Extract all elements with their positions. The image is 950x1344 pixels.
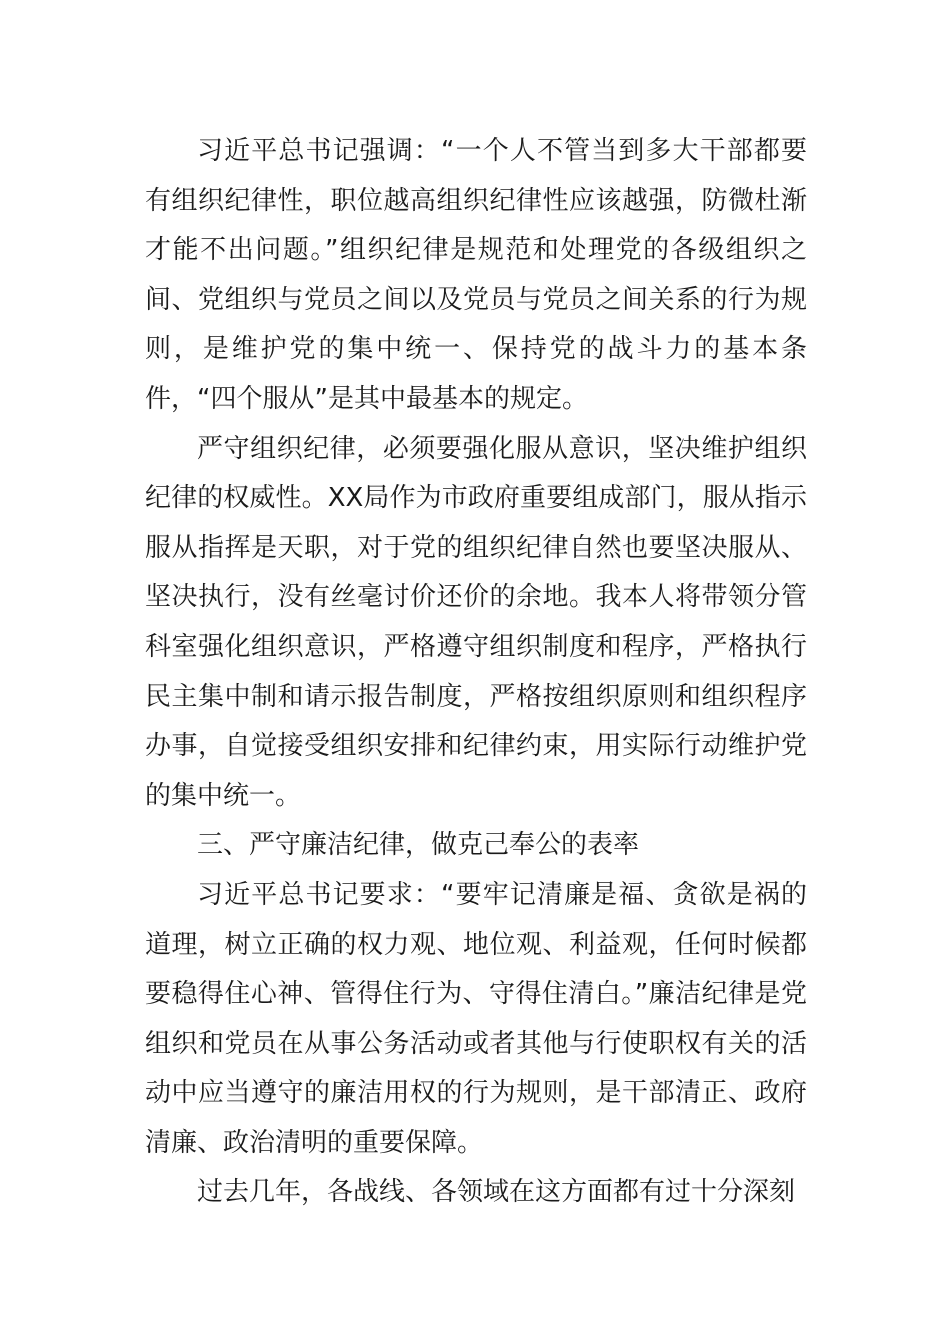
paragraph-past-years: 过去几年，各战线、各领域在这方面都有过十分深刻 [197, 1177, 796, 1208]
paragraph-integrity-discipline-quote: 习近平总书记要求：“要牢记清廉是福、贪欲是祸的道理，树立正确的权力观、地位观、利益观，任何时候都要稳得住心神、管得住行为、守得住清白。”廉洁纪律是党组织和党员在从事公务活动或者其他与行使职权有关的活动中应当遵守的廉洁用权的行为规则，是干部清正、政府清廉、政治清明的重要保障。 [145, 879, 807, 1158]
paragraph-obedience-awareness: 严守组织纪律，必须要强化服从意识，坚决维护组织纪律的权威性。XX局作为市政府重要组成部门，服从指示服从指挥是天职，对于党的组织纪律自然也要坚决服从、坚决执行，没有丝毫讨价还价的余地。我本人将带领分管科室强化组织意识，严格遵守组织制度和程序，严格执行民主集中制和请示报告制度，严格按组织原则和组织程序办事，自觉接受组织安排和纪律约束，用实际行动维护党的集中统一。 [145, 433, 807, 811]
paragraph-organization-discipline-quote: 习近平总书记强调：“一个人不管当到多大干部都要有组织纪律性，职位越高组织纪律性应该越强，防微杜渐才能不出问题。”组织纪律是规范和处理党的各级组织之间、党组织与党员之间以及党员与党员之间关系的行为规则，是维护党的集中统一、保持党的战斗力的基本条件，“四个服从”是其中最基本的规定。 [145, 136, 807, 414]
section-heading-integrity-discipline: 三、严守廉洁纪律，做克己奉公的表率 [197, 830, 640, 861]
document-body [145, 127, 807, 1218]
